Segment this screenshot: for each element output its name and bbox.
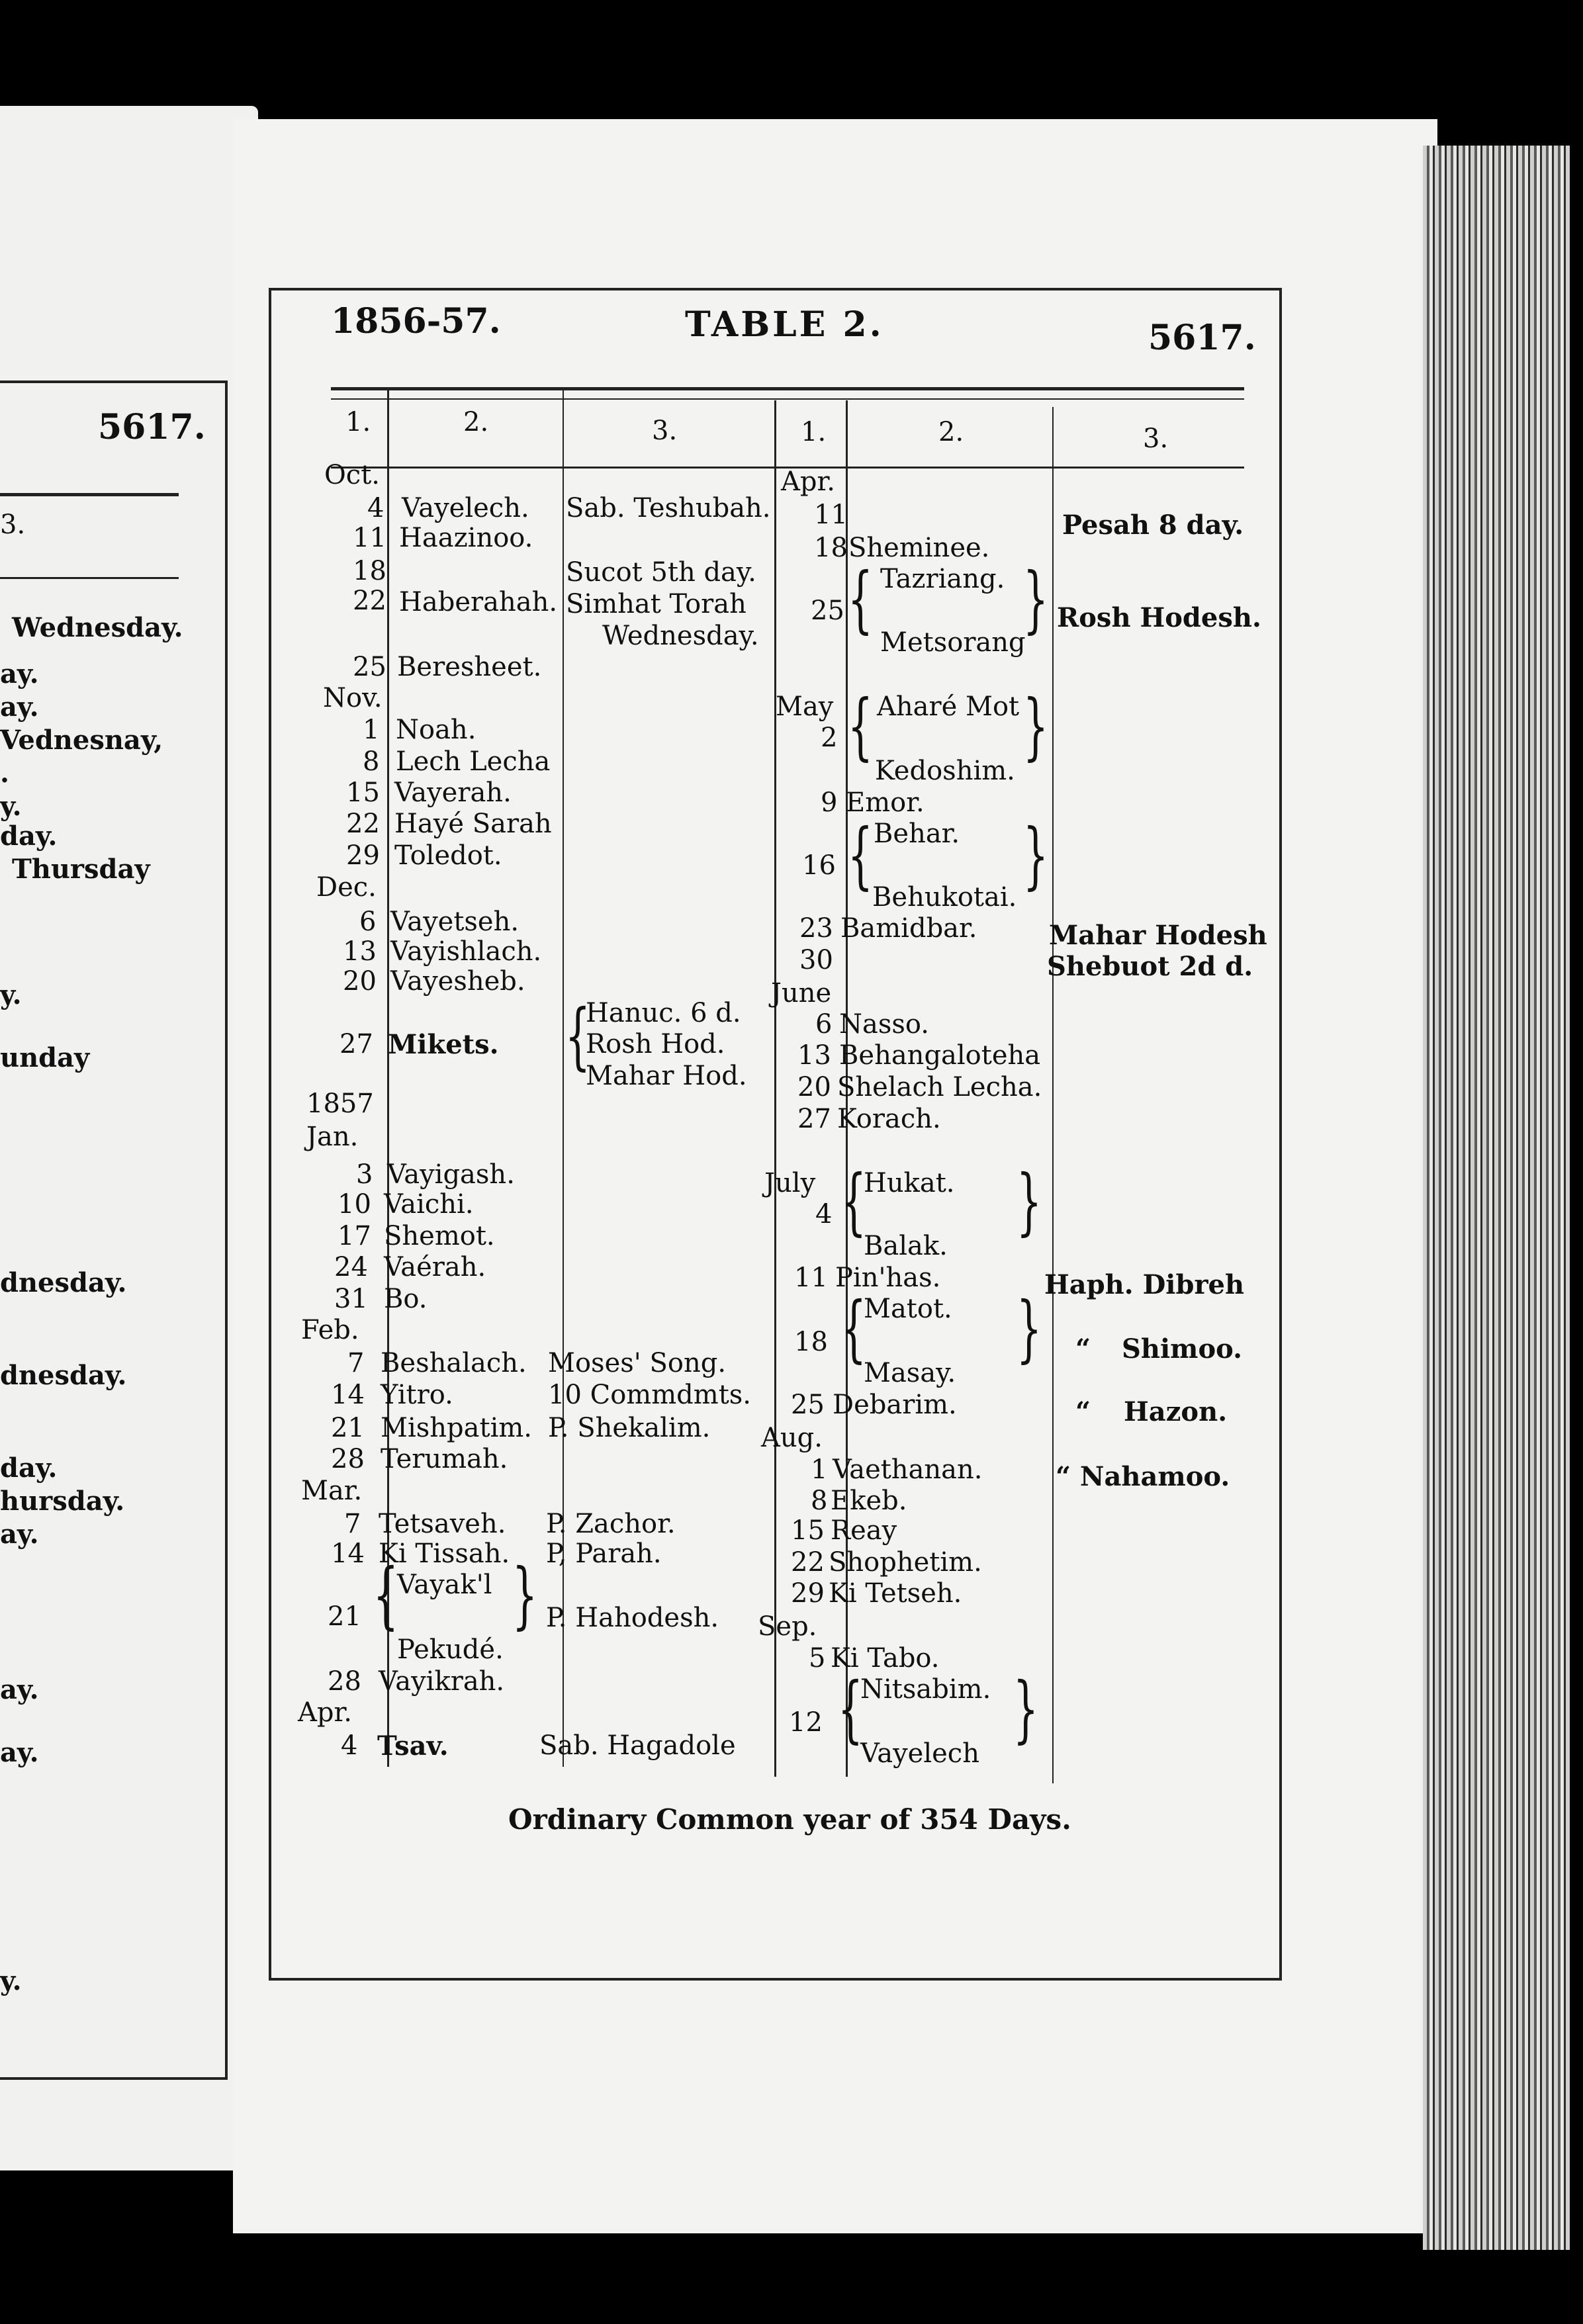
brace-open: { <box>837 1666 864 1751</box>
portion-cell: Balak. <box>864 1231 948 1261</box>
left-page-rule <box>0 493 179 496</box>
note-cell: Moses' Song. <box>548 1348 727 1378</box>
col-header: 1. <box>801 417 827 447</box>
portion-cell: Vaérah. <box>384 1252 486 1282</box>
portion-cell: Ki Tetseh. <box>829 1578 962 1609</box>
col-header: 2. <box>938 417 964 447</box>
note-cell: Mahar Hod. <box>586 1061 747 1091</box>
date-cell: 18 <box>814 533 848 563</box>
date-cell: 29 <box>791 1578 825 1609</box>
table-footer: Ordinary Common year of 354 Days. <box>508 1803 1071 1836</box>
left-fragment: dnesday. <box>0 1267 127 1298</box>
note-cell: Rosh Hod. <box>586 1029 725 1059</box>
left-page-col: 3. <box>0 510 26 540</box>
date-cell: 4 <box>367 493 384 523</box>
note-cell: “ Nahamoo. <box>1056 1461 1230 1492</box>
note-cell: Hazon. <box>1124 1396 1228 1427</box>
date-cell: 21 <box>331 1413 365 1443</box>
date-cell: 6 <box>359 907 377 937</box>
brace-close: } <box>1022 557 1049 641</box>
portion-cell: Vaethanan. <box>833 1454 983 1485</box>
portion-cell: Emor. <box>846 787 925 818</box>
note-cell: Sucot 5th day. <box>566 557 756 588</box>
date-cell: 6 <box>815 1009 833 1040</box>
date-cell: 4 <box>815 1199 833 1229</box>
brace-open: { <box>847 684 874 768</box>
left-fragment: unday <box>0 1042 90 1073</box>
left-page <box>0 106 258 2170</box>
note-cell: P. Zachor. <box>546 1509 676 1539</box>
portion-cell: Bamidbar. <box>840 913 977 944</box>
date-cell: 13 <box>797 1040 831 1071</box>
header-rule <box>331 387 1244 390</box>
portion-cell: Nitsabim. <box>860 1674 991 1705</box>
note-cell: Rosh Hodesh. <box>1057 602 1261 633</box>
portion-cell: Haberahah. <box>399 587 558 617</box>
portion-cell: Haazinoo. <box>399 523 533 553</box>
note-cell: Sab. Hagadole <box>539 1730 736 1761</box>
portion-cell: Vayelech. <box>402 493 529 523</box>
portion-cell: Aharé Mot <box>877 692 1020 722</box>
date-cell: 18 <box>794 1327 828 1357</box>
date-cell: 25 <box>353 652 386 682</box>
left-fragment: Vednesnay, <box>0 725 163 756</box>
date-cell: 14 <box>331 1380 365 1410</box>
date-cell: 7 <box>347 1348 365 1378</box>
left-fragment: hursday. <box>0 1486 125 1517</box>
month-label: Aug. <box>761 1423 823 1453</box>
note-cell: Pesah 8 day. <box>1062 510 1244 541</box>
month-label: Mar. <box>301 1476 363 1506</box>
header-years: 1856-57. <box>331 301 501 341</box>
portion-cell: Debarim. <box>833 1390 957 1420</box>
left-page-rule-2 <box>0 577 179 579</box>
portion-cell: Reay <box>831 1515 897 1546</box>
portion-cell: Ki Tissah. <box>379 1539 510 1569</box>
brace-close: } <box>1013 1666 1039 1751</box>
portion-cell: Behangaloteha <box>839 1040 1041 1071</box>
note-cell: Haph. Dibreh <box>1044 1269 1245 1300</box>
portion-cell: Matot. <box>864 1294 952 1324</box>
left-fragment: y. <box>0 791 22 822</box>
date-cell: 7 <box>344 1509 361 1539</box>
date-cell: 18 <box>353 556 386 586</box>
ditto-mark: “ <box>1075 1333 1091 1364</box>
portion-cell: Vayak'l <box>397 1570 492 1600</box>
date-cell: 20 <box>343 966 377 997</box>
note-cell: P. Shekalim. <box>548 1413 711 1443</box>
note-cell: Sab. Teshubah. <box>566 493 771 523</box>
note-cell: P. Hahodesh. <box>546 1603 719 1633</box>
date-cell: 9 <box>821 787 838 818</box>
date-cell: 12 <box>789 1707 823 1738</box>
note-cell: P, Parah. <box>546 1539 662 1569</box>
portion-cell: Ekeb. <box>831 1486 907 1516</box>
brace-close: } <box>512 1552 538 1637</box>
portion-cell: Yitro. <box>381 1380 453 1410</box>
page-title: TABLE 2. <box>685 304 884 345</box>
date-cell: 5 <box>809 1643 826 1674</box>
month-label: Oct. <box>324 460 380 490</box>
portion-cell: Shophetim. <box>829 1547 982 1578</box>
portion-cell: Tsav. <box>377 1730 449 1762</box>
portion-cell: Shemot. <box>384 1221 495 1251</box>
date-cell: 1 <box>363 715 380 745</box>
portion-cell: Kedoshim. <box>875 756 1015 786</box>
date-cell: 11 <box>794 1263 828 1293</box>
date-cell: 22 <box>353 586 386 616</box>
date-cell: 27 <box>339 1029 373 1059</box>
col-rule <box>1052 407 1054 1783</box>
month-label: Apr. <box>298 1697 352 1728</box>
month-label: Jan. <box>306 1122 359 1152</box>
left-fragment: ay. <box>0 658 39 690</box>
portion-cell: Vayigash. <box>387 1159 515 1190</box>
brace-close: } <box>1016 1286 1042 1370</box>
portion-cell: Hukat. <box>864 1168 955 1198</box>
col-header: 3. <box>1143 424 1169 454</box>
date-cell: 27 <box>797 1104 831 1134</box>
left-fragment: Wednesday. <box>12 612 183 643</box>
year-label: 1857 <box>306 1089 374 1119</box>
month-label: Dec. <box>316 872 377 903</box>
note-cell: Simhat Torah <box>566 589 746 619</box>
brace-open: { <box>373 1552 399 1637</box>
col-header: 1. <box>345 407 371 437</box>
month-label: Nov. <box>323 683 383 713</box>
date-cell: 8 <box>811 1486 828 1516</box>
portion-cell: Vayikrah. <box>379 1666 505 1697</box>
portion-cell: Hayé Sarah <box>394 809 552 839</box>
left-fragment: ay. <box>0 1737 39 1768</box>
date-cell: 31 <box>334 1284 368 1314</box>
col-rule <box>774 400 776 1777</box>
portion-cell: Vaichi. <box>384 1189 474 1220</box>
header-hebrew-year: 5617. <box>1148 318 1256 358</box>
date-cell: 22 <box>346 809 380 839</box>
portion-cell: Vayerah. <box>394 778 512 808</box>
brace-open: { <box>565 993 591 1078</box>
note-cell: 10 Commdmts. <box>548 1380 752 1410</box>
note-cell: Wednesday. <box>602 621 759 651</box>
date-cell: 30 <box>799 945 833 975</box>
portion-cell: Tazriang. <box>880 564 1005 594</box>
date-cell: 20 <box>797 1072 831 1102</box>
date-cell: 29 <box>346 840 380 871</box>
brace-close: } <box>1016 1159 1042 1243</box>
brace-close: } <box>1022 813 1049 897</box>
portion-cell: Vayelech <box>860 1738 979 1769</box>
date-cell: 25 <box>811 596 844 626</box>
brace-open: { <box>847 557 874 641</box>
portion-cell: Sheminee. <box>848 533 990 563</box>
portion-cell: Metsorang <box>880 627 1026 658</box>
header-rule-thin <box>331 398 1244 400</box>
left-fragment: day. <box>0 1452 58 1484</box>
portion-cell: Behukotai. <box>872 882 1017 913</box>
date-cell: 24 <box>334 1252 368 1282</box>
month-label: July <box>764 1168 816 1198</box>
date-cell: 21 <box>328 1601 361 1632</box>
col-header: 2. <box>463 407 489 437</box>
left-fragment: Thursday <box>12 854 150 885</box>
date-cell: 28 <box>328 1666 361 1697</box>
date-cell: 11 <box>353 523 386 553</box>
portion-cell: Mikets. <box>388 1029 499 1060</box>
portion-cell: Beresheet. <box>397 652 542 682</box>
portion-cell: Behar. <box>874 819 960 849</box>
portion-cell: Tetsaveh. <box>379 1509 506 1539</box>
date-cell: 15 <box>791 1515 825 1546</box>
portion-cell: Korach. <box>837 1104 941 1134</box>
month-label: June <box>771 978 832 1008</box>
brace-open: { <box>847 813 874 897</box>
date-cell: 25 <box>791 1390 825 1420</box>
portion-cell: Vayetseh. <box>390 907 520 937</box>
date-cell: 2 <box>821 723 838 753</box>
left-fragment: y. <box>0 1965 22 1996</box>
portion-cell: Beshalach. <box>381 1348 527 1378</box>
left-fragment: y. <box>0 979 22 1010</box>
left-fragment: . <box>0 758 9 789</box>
date-cell: 14 <box>331 1539 365 1569</box>
date-cell: 28 <box>331 1444 365 1474</box>
portion-cell: Mishpatim. <box>381 1413 533 1443</box>
month-label: Sep. <box>758 1611 817 1642</box>
date-cell: 8 <box>363 746 380 777</box>
portion-cell: Pekudé. <box>397 1634 504 1665</box>
left-page-year: 5617. <box>98 407 206 447</box>
col-header: 3. <box>652 416 678 446</box>
date-cell: 15 <box>346 778 380 808</box>
page-edges <box>1423 146 1570 2250</box>
portion-cell: Vayesheb. <box>390 966 525 997</box>
note-cell: Shimoo. <box>1122 1333 1243 1364</box>
date-cell: 13 <box>343 936 377 967</box>
brace-open: { <box>840 1286 867 1370</box>
portion-cell: Nasso. <box>839 1009 929 1040</box>
note-cell: Mahar Hodesh <box>1049 920 1267 951</box>
left-fragment: ay. <box>0 692 39 723</box>
portion-cell: Noah. <box>396 715 476 745</box>
date-cell: 4 <box>341 1730 358 1761</box>
month-label: Feb. <box>301 1315 359 1345</box>
portion-cell: Masay. <box>864 1358 956 1388</box>
brace-close: } <box>1022 684 1049 768</box>
portion-cell: Terumah. <box>381 1444 508 1474</box>
note-cell: Shebuot 2d d. <box>1047 951 1253 982</box>
date-cell: 16 <box>802 850 836 881</box>
note-cell: Hanuc. 6 d. <box>586 998 741 1028</box>
month-label: May <box>776 692 834 722</box>
portion-cell: Toledot. <box>394 840 502 871</box>
left-fragment: day. <box>0 821 58 852</box>
portion-cell: Shelach Lecha. <box>837 1072 1042 1102</box>
date-cell: 17 <box>338 1221 371 1251</box>
left-fragment: ay. <box>0 1674 39 1705</box>
date-cell: 23 <box>799 913 833 944</box>
month-label: Apr. <box>781 467 835 497</box>
portion-cell: Bo. <box>384 1284 428 1314</box>
portion-cell: Pin'has. <box>835 1263 941 1293</box>
brace-open: { <box>840 1159 867 1243</box>
left-fragment: ay. <box>0 1519 39 1550</box>
date-cell: 1 <box>811 1454 828 1485</box>
date-cell: 22 <box>791 1547 825 1578</box>
ditto-mark: “ <box>1075 1396 1091 1427</box>
left-fragment: dnesday. <box>0 1360 127 1391</box>
portion-cell: Ki Tabo. <box>831 1643 940 1674</box>
date-cell: 3 <box>356 1159 373 1190</box>
portion-cell: Lech Lecha <box>396 746 551 777</box>
portion-cell: Vayishlach. <box>390 936 542 967</box>
date-cell: 10 <box>338 1189 371 1220</box>
date-cell: 11 <box>814 500 848 530</box>
